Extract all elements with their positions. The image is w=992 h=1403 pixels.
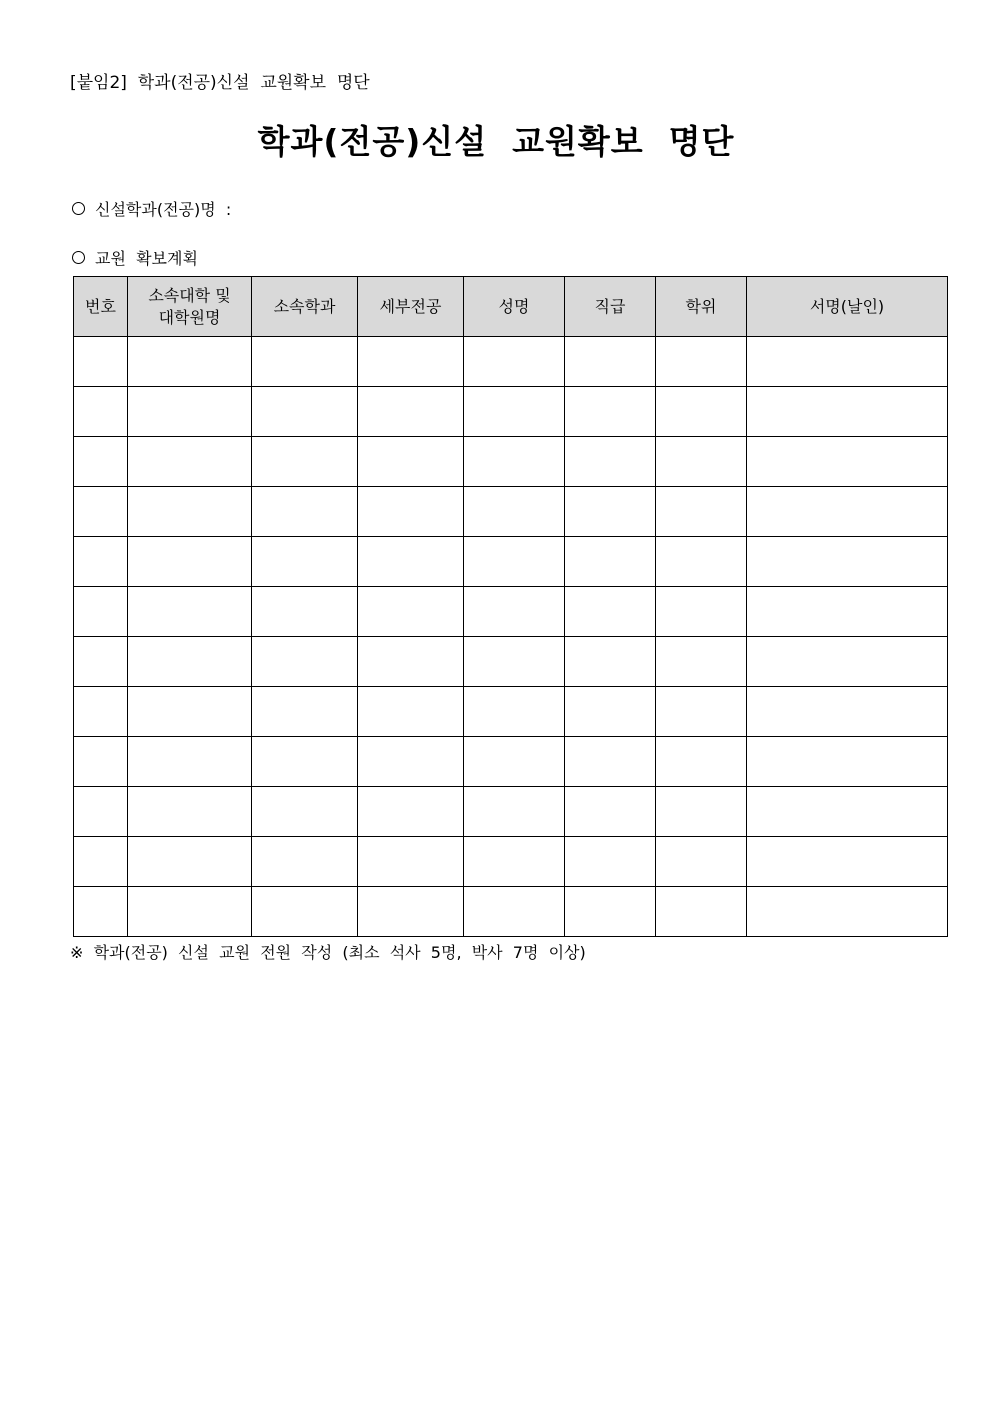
table-cell[interactable]: [565, 587, 656, 637]
faculty-roster-table: [73, 276, 948, 937]
table-cell[interactable]: [656, 887, 747, 937]
table-cell[interactable]: [656, 337, 747, 387]
table-cell[interactable]: [128, 537, 252, 587]
table-cell[interactable]: [656, 787, 747, 837]
table-cell[interactable]: [464, 787, 565, 837]
table-cell[interactable]: [74, 587, 128, 637]
table-cell[interactable]: [74, 487, 128, 537]
faculty-plan-field: [72, 246, 198, 269]
table-cell[interactable]: [656, 837, 747, 887]
table-cell[interactable]: [565, 887, 656, 937]
table-cell[interactable]: [128, 487, 252, 537]
table-row: [74, 537, 948, 587]
table-cell[interactable]: [747, 587, 948, 637]
table-cell[interactable]: [358, 487, 464, 537]
table-cell[interactable]: [128, 787, 252, 837]
table-cell[interactable]: [74, 387, 128, 437]
table-cell[interactable]: [747, 837, 948, 887]
column-header: 직급: [565, 277, 656, 337]
column-header: 소속대학 및 대학원명: [128, 277, 252, 337]
footnote: ※ 학과(전공) 신설 교원 전원 작성 (최소 석사 5명, 박사 7명 이상): [70, 943, 586, 962]
table-cell[interactable]: [252, 837, 358, 887]
table-row: [74, 437, 948, 487]
table-cell[interactable]: [464, 487, 565, 537]
table-row: [74, 337, 948, 387]
table-cell[interactable]: [565, 487, 656, 537]
column-header: 서명(날인): [747, 277, 948, 337]
table-cell[interactable]: [128, 337, 252, 387]
table-cell[interactable]: [252, 387, 358, 437]
table-body: [74, 337, 948, 937]
table-row: [74, 837, 948, 887]
table-row: [74, 637, 948, 687]
table-cell[interactable]: [358, 387, 464, 437]
table-cell[interactable]: [747, 387, 948, 437]
table-cell[interactable]: [656, 687, 747, 737]
table-cell[interactable]: [358, 337, 464, 387]
table-cell[interactable]: [74, 787, 128, 837]
table-cell[interactable]: [128, 887, 252, 937]
column-header: 학위: [656, 277, 747, 337]
attachment-label: [붙임2] 학과(전공)신설 교원확보 명단: [70, 73, 370, 93]
table-cell[interactable]: [565, 337, 656, 387]
table-row: [74, 587, 948, 637]
table-cell[interactable]: [747, 687, 948, 737]
table-cell[interactable]: [464, 887, 565, 937]
table-cell[interactable]: [656, 437, 747, 487]
table-cell[interactable]: [565, 537, 656, 587]
table-cell[interactable]: [747, 787, 948, 837]
department-name-field: [72, 197, 231, 220]
column-header: 소속학과: [252, 277, 358, 337]
table-cell[interactable]: [74, 887, 128, 937]
table-cell[interactable]: [252, 787, 358, 837]
table-row: [74, 387, 948, 437]
table-cell[interactable]: [74, 437, 128, 487]
table-row: [74, 787, 948, 837]
table-cell[interactable]: [358, 737, 464, 787]
table-cell[interactable]: [565, 637, 656, 687]
table-cell[interactable]: [358, 537, 464, 587]
table-cell[interactable]: [656, 537, 747, 587]
table-cell[interactable]: [128, 637, 252, 687]
column-header: 번호: [74, 277, 128, 337]
table-cell[interactable]: [747, 487, 948, 537]
table-cell[interactable]: [747, 337, 948, 387]
table-cell[interactable]: [358, 887, 464, 937]
table-cell[interactable]: [358, 837, 464, 887]
faculty-plan-label: 교원 확보계획: [95, 249, 198, 268]
table-cell[interactable]: [464, 837, 565, 887]
table-cell[interactable]: [252, 337, 358, 387]
table-cell[interactable]: [656, 637, 747, 687]
table-cell[interactable]: [464, 387, 565, 437]
table-cell[interactable]: [464, 737, 565, 787]
table-cell[interactable]: [747, 637, 948, 687]
table-row: [74, 737, 948, 787]
table-cell[interactable]: [74, 737, 128, 787]
table-cell[interactable]: [252, 637, 358, 687]
table-cell[interactable]: [656, 387, 747, 437]
column-header: 세부전공: [358, 277, 464, 337]
table-cell[interactable]: [74, 337, 128, 387]
table-header-row: [74, 277, 948, 337]
table-cell[interactable]: [656, 587, 747, 637]
table-cell[interactable]: [252, 587, 358, 637]
table-cell[interactable]: [656, 487, 747, 537]
table-cell[interactable]: [252, 437, 358, 487]
table-cell[interactable]: [565, 787, 656, 837]
table-cell[interactable]: [565, 737, 656, 787]
table-cell[interactable]: [464, 687, 565, 737]
document-title: 학과(전공)신설 교원확보 명단: [257, 122, 735, 161]
table-cell[interactable]: [747, 887, 948, 937]
table-cell[interactable]: [128, 837, 252, 887]
table-cell[interactable]: [747, 537, 948, 587]
table-cell[interactable]: [565, 437, 656, 487]
table-cell[interactable]: [565, 387, 656, 437]
circle-bullet-icon: [72, 202, 85, 215]
table-cell[interactable]: [128, 387, 252, 437]
table-cell[interactable]: [252, 687, 358, 737]
table-row: [74, 887, 948, 937]
table-cell[interactable]: [464, 537, 565, 587]
table-cell[interactable]: [74, 537, 128, 587]
table-cell[interactable]: [358, 787, 464, 837]
table-cell[interactable]: [252, 487, 358, 537]
column-header: 성명: [464, 277, 565, 337]
table-cell[interactable]: [464, 437, 565, 487]
circle-bullet-icon: [72, 251, 85, 264]
table-cell[interactable]: [74, 837, 128, 887]
table-cell[interactable]: [358, 437, 464, 487]
table-cell[interactable]: [252, 737, 358, 787]
table-cell[interactable]: [74, 687, 128, 737]
table-cell[interactable]: [747, 737, 948, 787]
table-cell[interactable]: [747, 437, 948, 487]
table-cell[interactable]: [128, 687, 252, 737]
table-cell[interactable]: [565, 687, 656, 737]
table-cell[interactable]: [565, 837, 656, 887]
table-cell[interactable]: [252, 537, 358, 587]
table-cell[interactable]: [128, 437, 252, 487]
table-cell[interactable]: [128, 587, 252, 637]
table-cell[interactable]: [464, 587, 565, 637]
table-cell[interactable]: [358, 687, 464, 737]
table-cell[interactable]: [464, 637, 565, 687]
table-cell[interactable]: [656, 737, 747, 787]
table-cell[interactable]: [74, 637, 128, 687]
table-cell[interactable]: [128, 737, 252, 787]
table-row: [74, 687, 948, 737]
table-cell[interactable]: [358, 637, 464, 687]
table-cell[interactable]: [464, 337, 565, 387]
table-cell[interactable]: [358, 587, 464, 637]
table-row: [74, 487, 948, 537]
table-cell[interactable]: [252, 887, 358, 937]
department-name-label: 신설학과(전공)명 :: [95, 200, 232, 219]
